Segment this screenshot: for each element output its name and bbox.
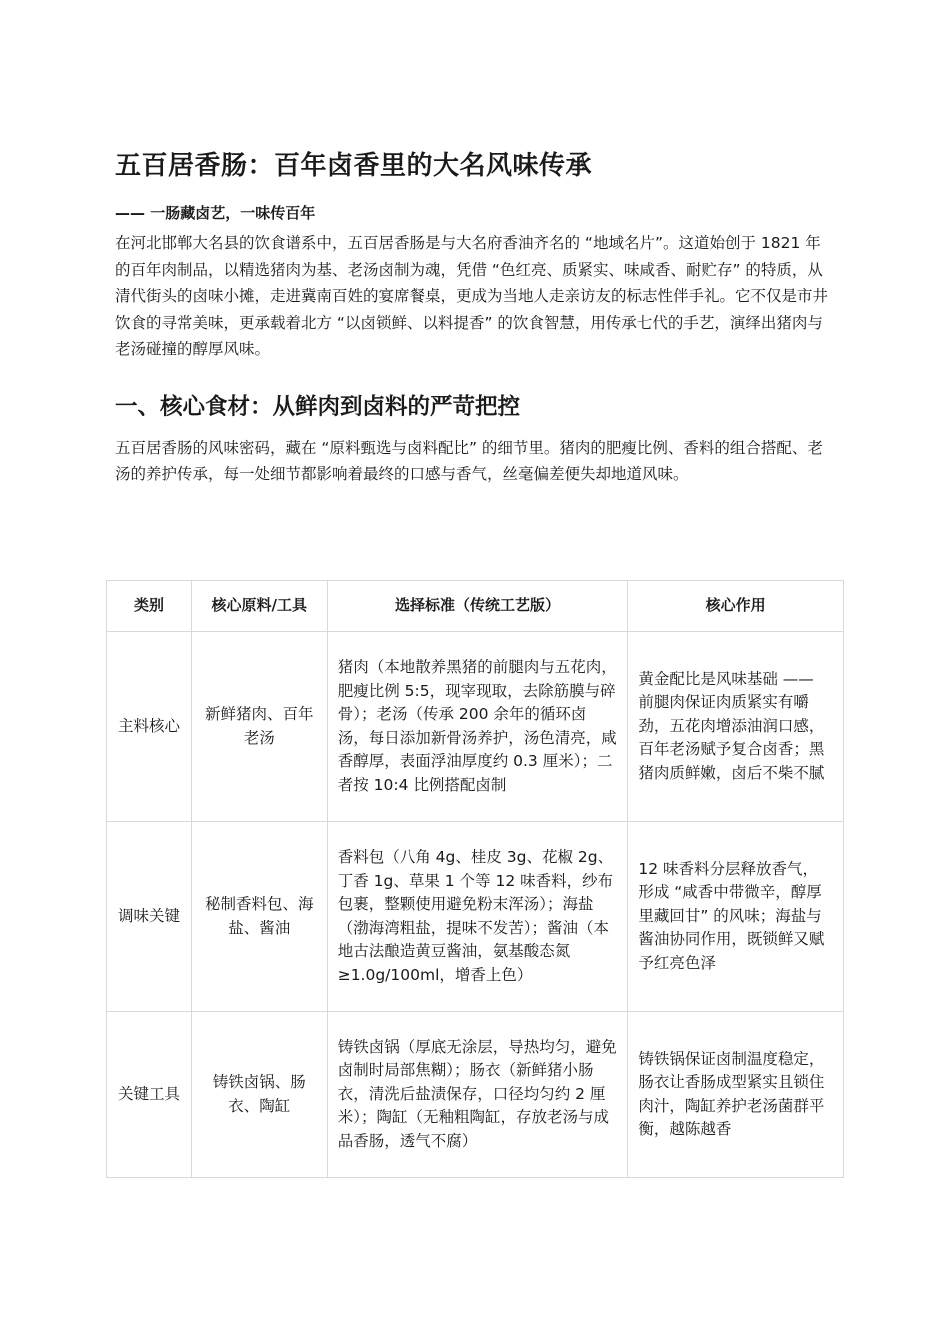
table-row [107, 632, 844, 822]
table-row [107, 822, 844, 1012]
header-materials: 核心原料/工具 [191, 581, 327, 632]
page-subtitle: —— 一肠藏卤艺，一味传百年 [115, 204, 316, 222]
table-row [107, 1012, 844, 1178]
cell-materials: 秘制香料包、海盐、酱油 [191, 822, 327, 1012]
section-paragraph: 五百居香肠的风味密码，藏在 “原料甄选与卤料配比” 的细节里。猪肉的肥瘦比例、香料的组合搭配、老汤的养护传承，每一处细节都影响着最终的口感与香气，丝毫偏差便失却地道风味。 [115, 438, 823, 483]
cell-standard: 猪肉（本地散养黑猪的前腿肉与五花肉，肥瘦比例 5:5，现宰现取，去除筋膜与碎骨）；老汤（传承 200 余年的循环卤汤，每日添加新骨汤养护，汤色清亮，咸香醇厚，表面浮油厚度约 0.3 厘米）；二者按 10:4 比例搭配卤制 [327, 632, 628, 822]
cell-role: 铸铁锅保证卤制温度稳定，肠衣让香肠成型紧实且锁住肉汁，陶缸养护老汤菌群平衡，越陈越香 [628, 1012, 844, 1178]
cell-standard: 香料包（八角 4g、桂皮 3g、花椒 2g、丁香 1g、草果 1 个等 12 味香料，纱布包裹，整颗使用避免粉末浑汤）；海盐（渤海湾粗盐，提味不发苦）；酱油（本地古法酿造黄豆酱油，氨基酸态氮≥1.0g/100ml，增香上色） [327, 822, 628, 1012]
header-role: 核心作用 [628, 581, 844, 632]
document-body [115, 148, 830, 488]
cell-materials: 新鲜猪肉、百年老汤 [191, 632, 327, 822]
header-category: 类别 [107, 581, 192, 632]
cell-category: 调味关键 [107, 822, 192, 1012]
section-heading: 一、核心食材：从鲜肉到卤料的严苛把控 [115, 393, 521, 420]
cell-materials: 铸铁卤锅、肠衣、陶缸 [191, 1012, 327, 1178]
ingredients-table [106, 580, 844, 1178]
cell-category: 主料核心 [107, 632, 192, 822]
cell-role: 12 味香料分层释放香气，形成 “咸香中带微辛，醇厚里藏回甘” 的风味；海盐与酱油协同作用，既锁鲜又赋予红亮色泽 [628, 822, 844, 1012]
cell-standard: 铸铁卤锅（厚底无涂层，导热均匀，避免卤制时局部焦糊）；肠衣（新鲜猪小肠衣，清洗后盐渍保存，口径均匀约 2 厘米）；陶缸（无釉粗陶缸，存放老汤与成品香肠，透气不腐） [327, 1012, 628, 1178]
cell-category: 关键工具 [107, 1012, 192, 1178]
cell-role: 黄金配比是风味基础 —— 前腿肉保证肉质紧实有嚼劲，五花肉增添油润口感，百年老汤赋予复合卤香；黑猪肉质鲜嫩，卤后不柴不腻 [628, 632, 844, 822]
header-standard: 选择标准（传统工艺版） [327, 581, 628, 632]
intro-paragraph: 在河北邯郸大名县的饮食谱系中，五百居香肠是与大名府香油齐名的 “地域名片”。这道始创于 1821 年的百年肉制品，以精选猪肉为基、老汤卤制为魂，凭借 “色红亮、质紧实、味咸香、耐贮存” 的特质，从清代街头的卤味小摊，走进冀南百姓的宴席餐桌，更成为当地人走亲访友的标志性伴手礼。它不仅是市井饮食的寻常美味，更承载着北方 “以卤锁鲜、以料提香” 的饮食智慧，用传承七代的手艺，演绎出猪肉与老汤碰撞的醇厚风味。 [115, 234, 829, 358]
page-title: 五百居香肠：百年卤香里的大名风味传承 [115, 151, 593, 181]
table-header-row [107, 581, 844, 632]
